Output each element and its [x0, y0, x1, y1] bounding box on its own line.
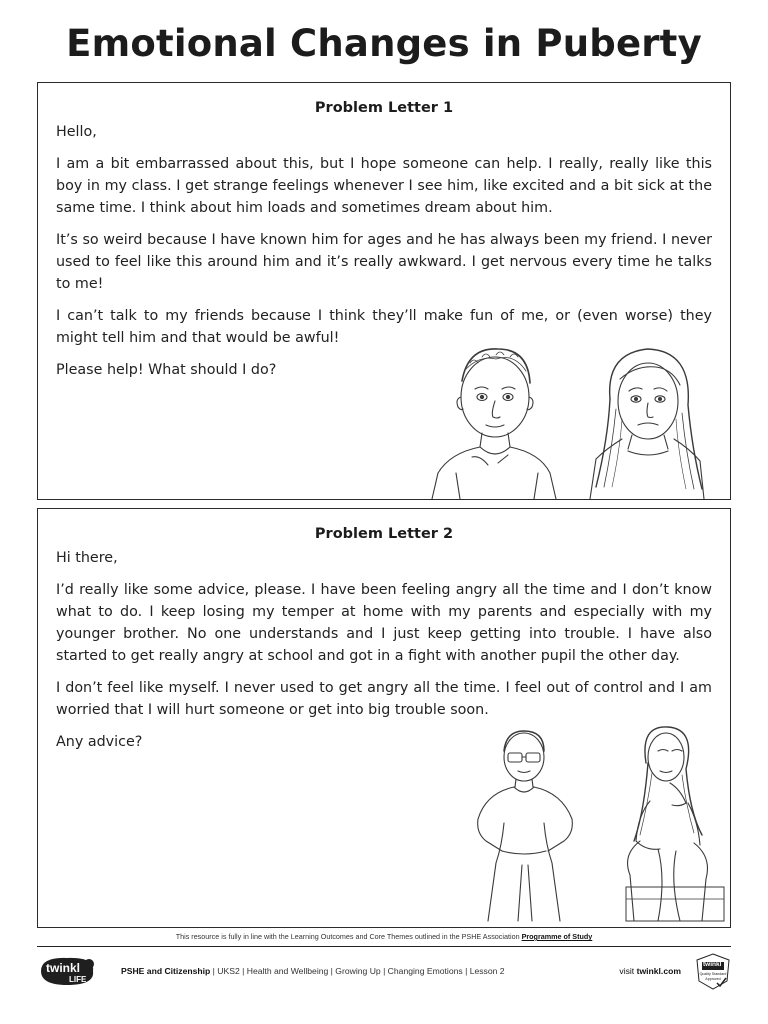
letter-heading: Problem Letter 1: [314, 100, 454, 116]
letter-paragraph: I can’t talk to my friends because I think they’ll make fun of me, or (even worse) they might tell him and that would be awful!: [56, 308, 712, 346]
illustration-angry-boy-and-girl: [444, 723, 726, 925]
logo-sub: LIFE: [69, 975, 87, 984]
visit-website[interactable]: [619, 966, 681, 976]
footer-divider: [37, 946, 731, 947]
badge-sub1: Quality Standard: [699, 972, 727, 976]
twinkl-life-logo: [37, 955, 99, 989]
letter-paragraph: I don’t feel like myself. I never used to get angry all the time. I feel out of control and I am worried that I will hurt someone or get into big trouble soon.: [56, 680, 712, 718]
illustration-boy-and-girl: [410, 339, 710, 499]
quality-standard-badge: [695, 953, 731, 991]
letter-heading: Problem Letter 2: [314, 526, 454, 542]
logo-text: twinkl: [46, 961, 81, 975]
footer-bar: [37, 953, 731, 993]
visit-prefix: visit: [619, 966, 637, 976]
problem-letter-1: [37, 82, 731, 500]
programme-of-study-link[interactable]: Programme of Study: [521, 932, 593, 941]
letter-paragraph: Please help! What should I do?: [56, 362, 277, 378]
footer-note: [0, 932, 768, 941]
letter-paragraph: Any advice?: [56, 734, 143, 750]
letter-paragraph: I’d really like some advice, please. I have been feeling angry all the time and I don’t know what to do. I keep losing my temper at home with my parents and especially with my younger brother. No one understands and I just keep getting into trouble. I have also started to get really angry at school and got in a fight with another pupil the other day.: [56, 582, 712, 664]
page-title: Emotional Changes in Puberty: [66, 22, 702, 65]
problem-letter-2: [37, 508, 731, 928]
footer-breadcrumb: [121, 966, 505, 976]
footer-path: | UKS2 | Health and Wellbeing | Growing Up | Changing Emotions | Lesson 2: [210, 966, 505, 976]
letter-greeting: Hi there,: [56, 550, 118, 566]
letter-paragraph: It’s so weird because I have known him for ages and he has always been my friend. I never used to feel like this around him and it’s really awkward. I get nervous every time he talks to me!: [56, 232, 712, 292]
footer-subject: PSHE and Citizenship: [121, 966, 211, 976]
badge-text: twinkl: [703, 961, 722, 968]
badge-sub2: Approved: [705, 977, 721, 981]
visit-site[interactable]: twinkl.com: [636, 966, 681, 976]
footer-note-text: This resource is fully in line with the Learning Outcomes and Core Themes outlined in the PSHE Association: [175, 932, 520, 941]
letter-greeting: Hello,: [56, 124, 97, 140]
letter-paragraph: I am a bit embarrassed about this, but I hope someone can help. I really, really like this boy in my class. I get strange feelings whenever I see him, like excited and a bit sick at the same time. I think about him loads and sometimes dream about him.: [56, 156, 712, 216]
